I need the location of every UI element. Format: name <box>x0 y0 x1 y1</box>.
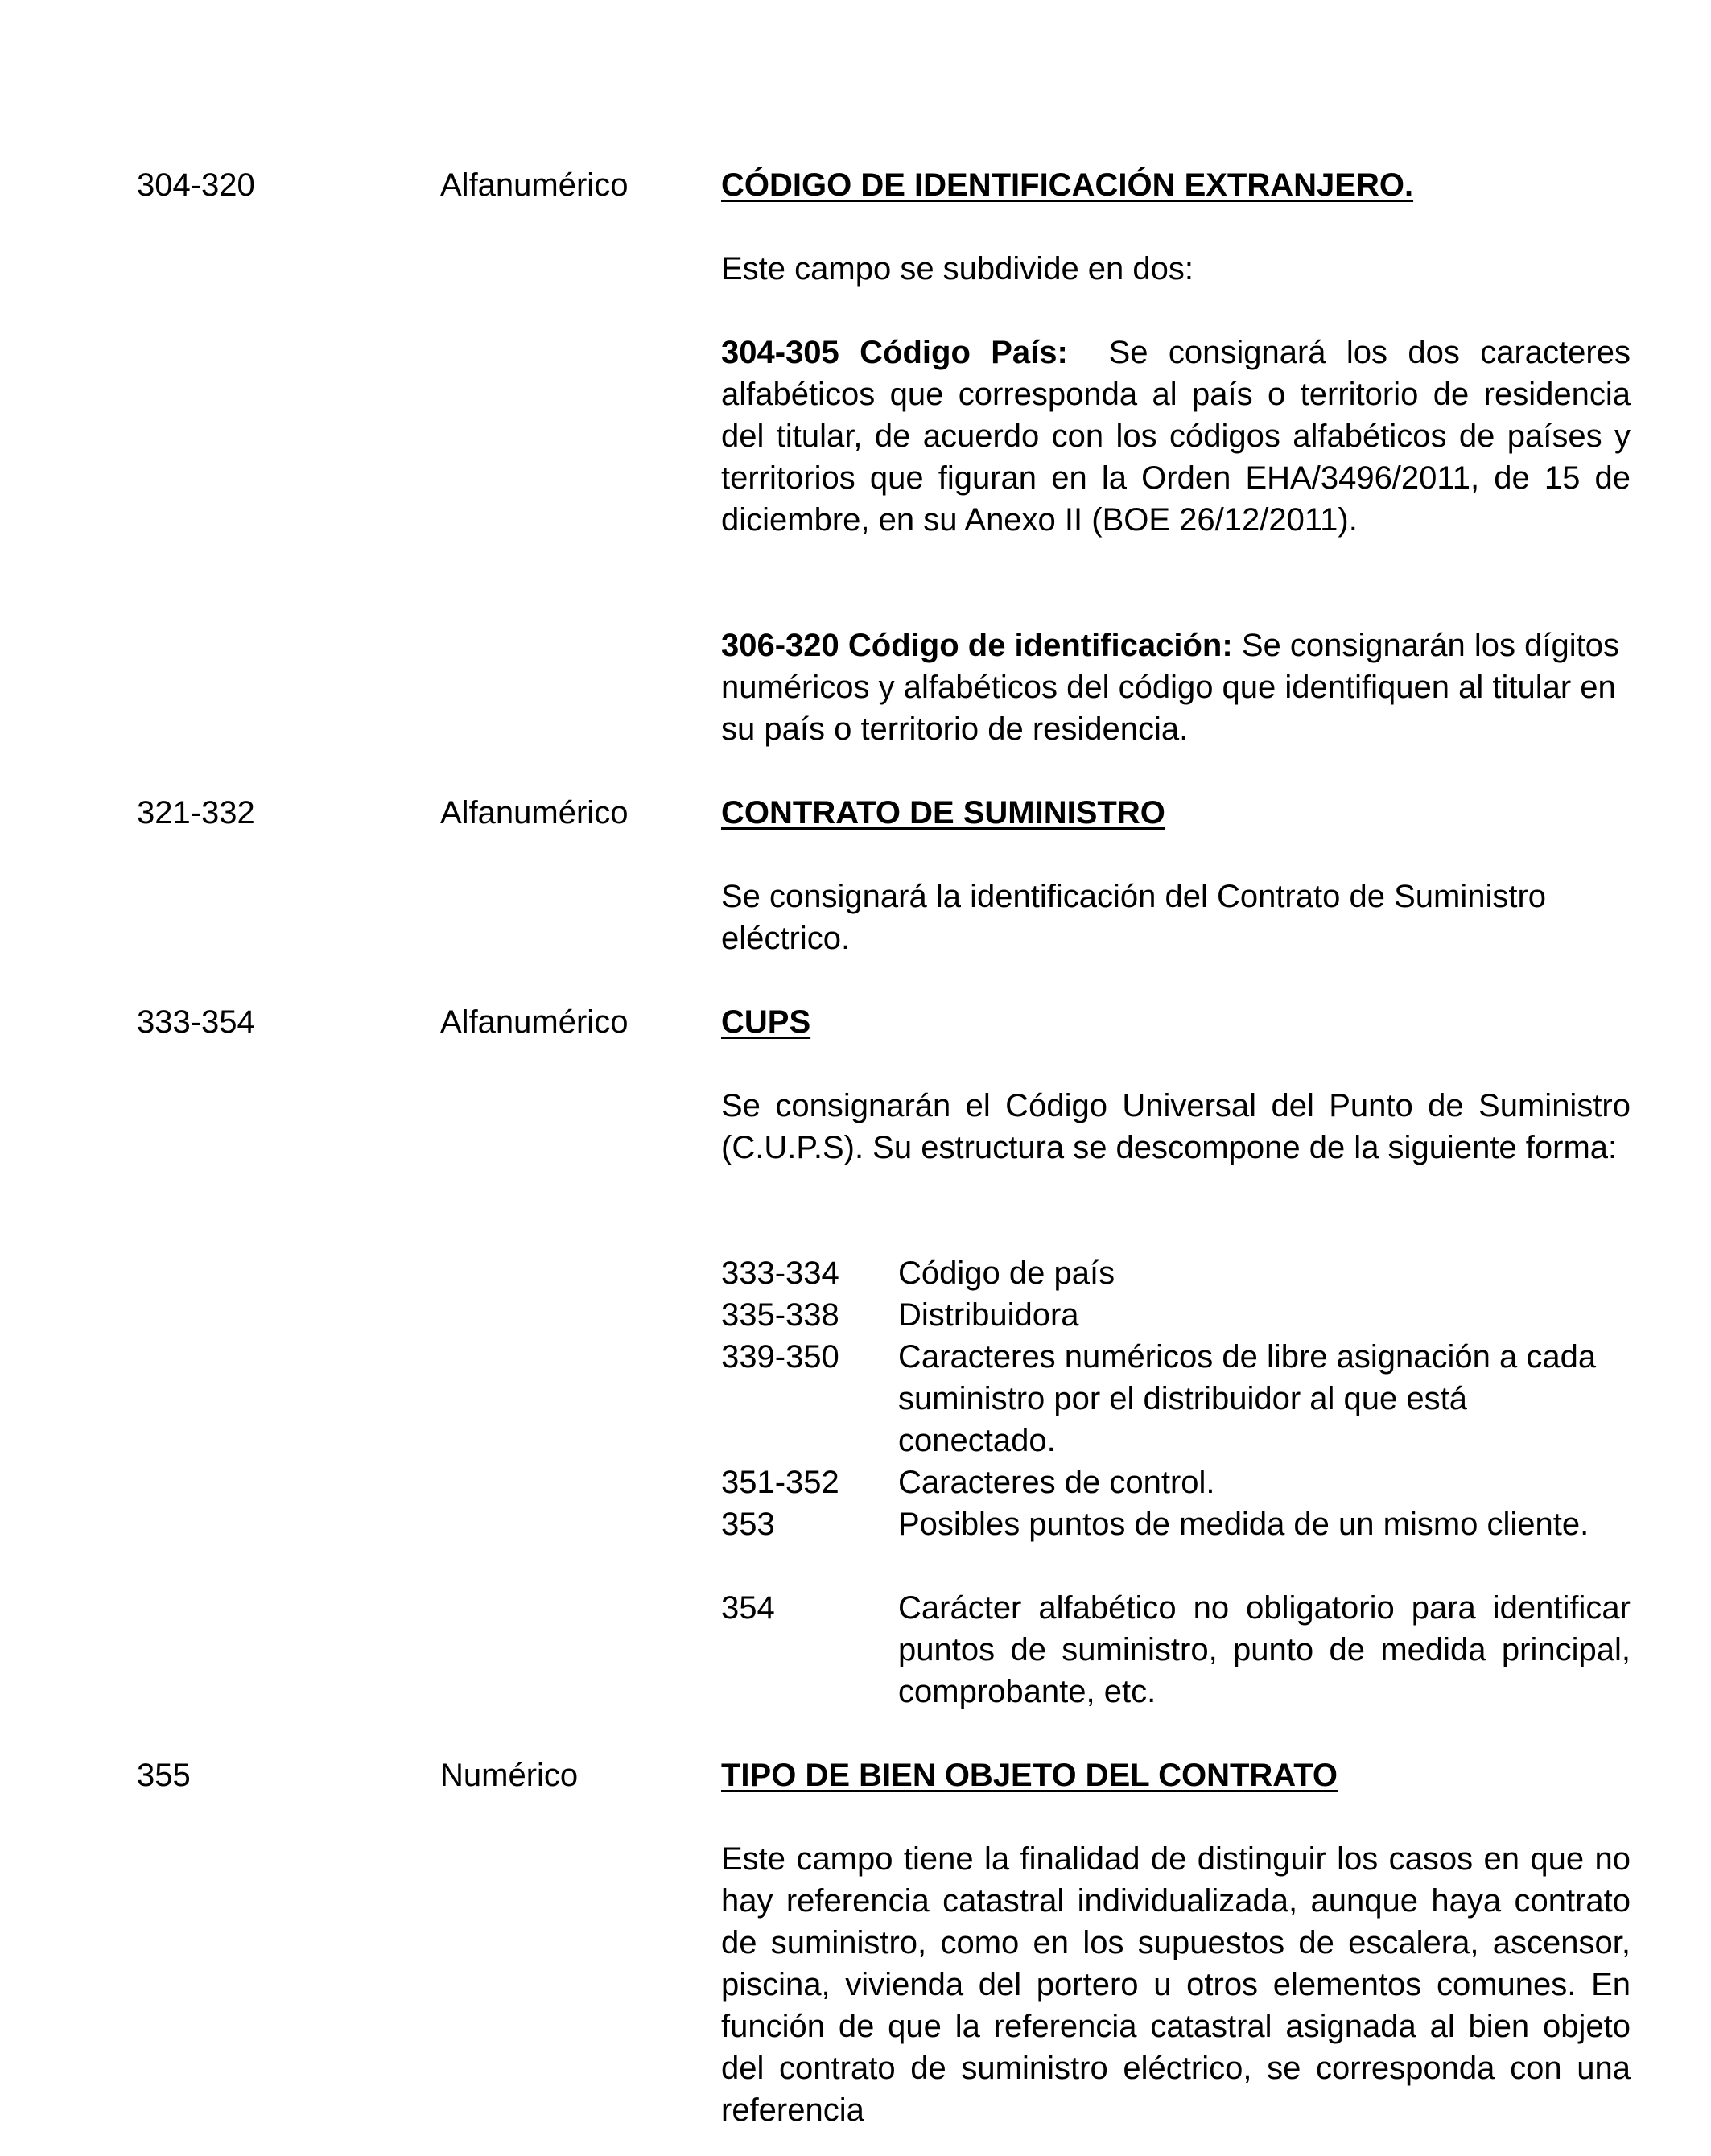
structure-text: Distribuidora <box>898 1297 1079 1333</box>
structure-text: Carácter alfabético no obligatorio para identificar puntos de suministro, punto de medida principal, comprobante, etc. <box>898 1590 1631 1709</box>
structure-text: Caracteres numéricos de libre asignación a cada suministro por el distribuidor al que está conectado. <box>898 1339 1597 1458</box>
field-position: 333-354 <box>137 1004 255 1040</box>
field-title: TIPO DE BIEN OBJETO DEL CONTRATO <box>721 1758 1338 1793</box>
field-description-text: Este campo tiene la finalidad de distinguir los casos en que no hay referencia catastral individualizada, aunque haya contrato de suministro, como en los supuestos de escalera, ascensor, piscina, vivienda del portero u otros elementos comunes. En función de que la referencia catastral asignada al bien objeto del contrato de suministro eléctrico, se corresponda con una referencia <box>721 1841 1631 2128</box>
structure-code: 335-338 <box>721 1297 839 1333</box>
subfield-country-code <box>721 332 1631 541</box>
structure-code: 354 <box>721 1590 775 1626</box>
structure-code: 339-350 <box>721 1339 839 1375</box>
subfield-identification-code-text <box>721 625 1631 750</box>
structure-code: 333-334 <box>721 1255 839 1291</box>
field-title: CÓDIGO DE IDENTIFICACIÓN EXTRANJERO. <box>721 167 1414 203</box>
field-type: Alfanumérico <box>440 795 629 831</box>
structure-text: Posibles puntos de medida de un mismo cliente. <box>898 1507 1589 1542</box>
subfield-country-code-label: 304-305 Código País: <box>721 335 1068 370</box>
field-type: Numérico <box>440 1758 579 1793</box>
field-description <box>721 1085 1631 1169</box>
field-position: 304-320 <box>137 167 255 203</box>
field-description-text: Se consignará la identificación del Contrato de Suministro eléctrico. <box>721 879 1547 956</box>
field-description-text: Se consignarán el Código Universal del Punto de Suministro (C.U.P.S). Su estructura se descompone de la siguiente forma: <box>721 1088 1631 1165</box>
structure-code: 353 <box>721 1507 775 1542</box>
structure-code: 351-352 <box>721 1465 839 1500</box>
subfield-identification-code-label: 306-320 Código de identificación: <box>721 628 1233 663</box>
structure-text: Caracteres de control. <box>898 1465 1215 1500</box>
subfield-country-code-description: Se consignará los dos caracteres alfabéticos que corresponda al país o territorio de residencia del titular, de acuerdo con los códigos alfabéticos de países y territorios que figuran en la Orden EHA/3496/2011, de 15 de diciembre, en su Anexo II (BOE 26/12/2011). <box>721 335 1631 538</box>
field-intro <box>721 248 1631 290</box>
field-description <box>721 1838 1631 2131</box>
structure-text: Código de país <box>898 1255 1115 1291</box>
field-description <box>721 876 1631 959</box>
field-type: Alfanumérico <box>440 1004 629 1040</box>
field-title: CONTRATO DE SUMINISTRO <box>721 795 1165 831</box>
subfield-identification-code-description: Se consignarán los dígitos numéricos y alfabéticos del código que identifiquen al titular en su país o territorio de residencia. <box>721 628 1619 747</box>
field-title: CUPS <box>721 1004 811 1040</box>
subfield-country-code-text <box>721 332 1631 541</box>
field-intro-text: Este campo se subdivide en dos: <box>721 251 1194 287</box>
field-position: 321-332 <box>137 795 255 831</box>
field-type: Alfanumérico <box>440 167 629 203</box>
subfield-identification-code <box>721 625 1631 750</box>
field-position: 355 <box>137 1758 191 1793</box>
